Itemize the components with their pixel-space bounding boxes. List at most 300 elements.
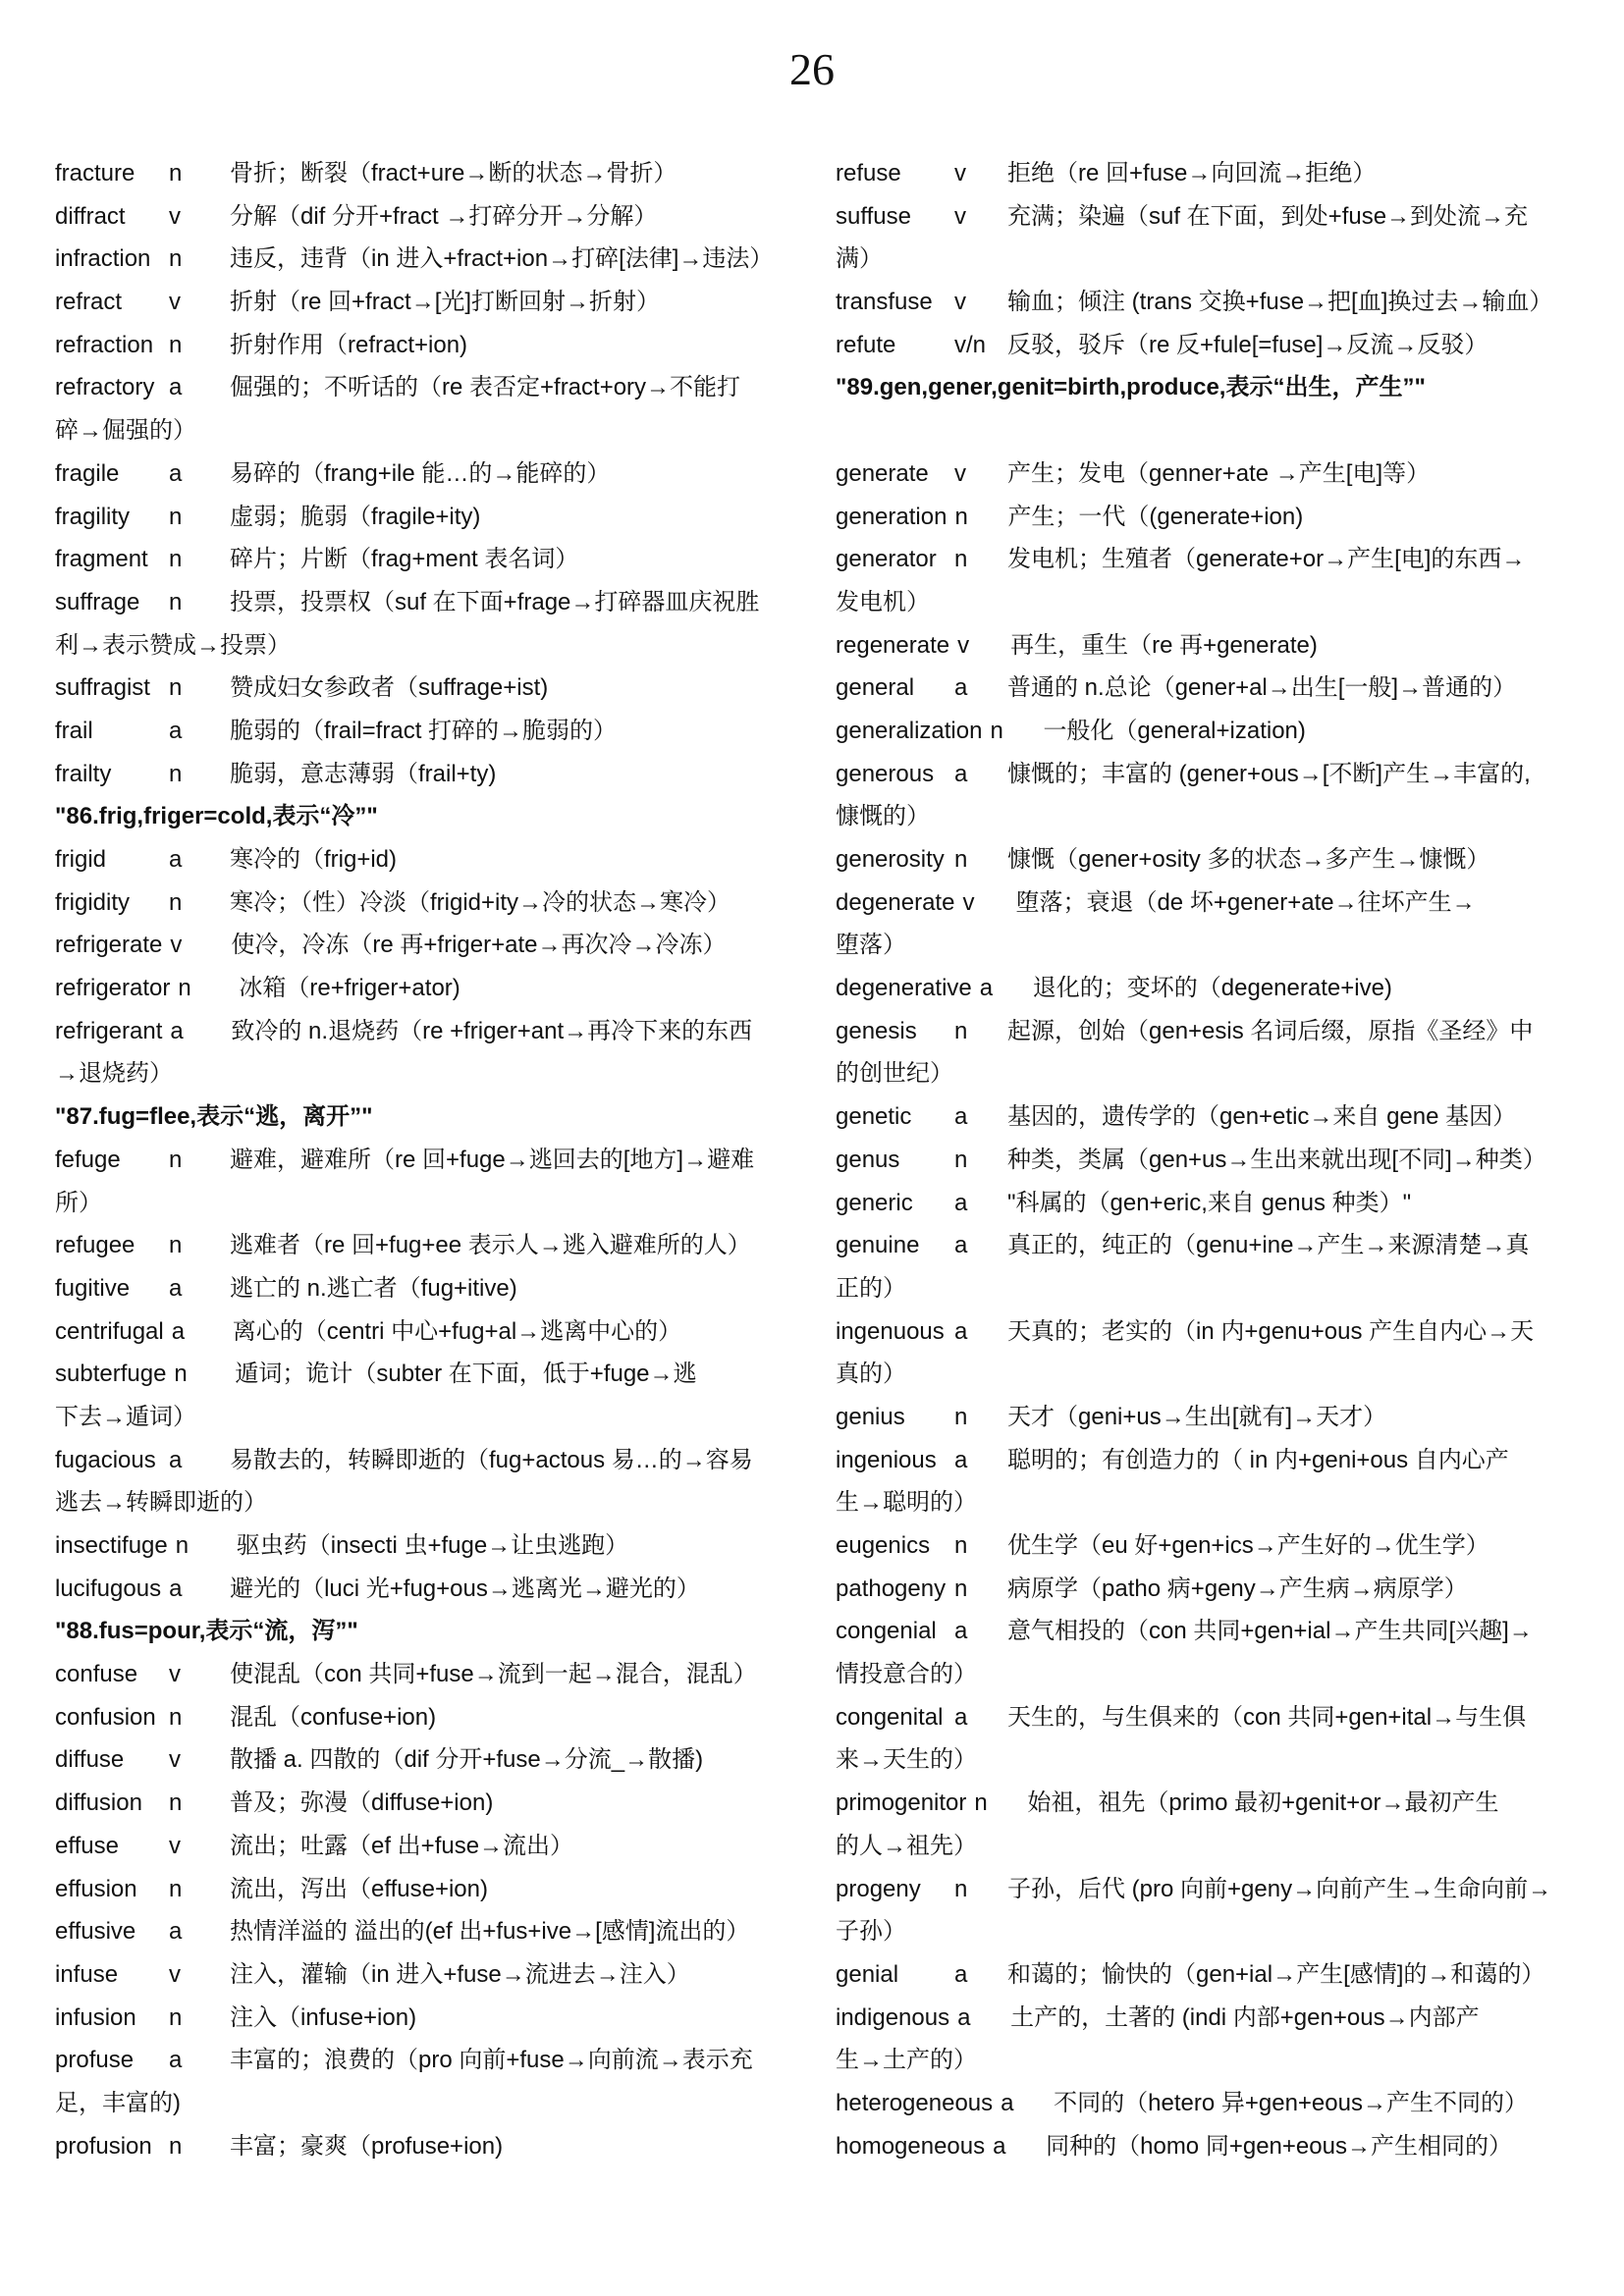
entry-continuation: 的创世纪） xyxy=(836,1060,953,1088)
entry-definition: 聪明的；有创造力的（ in 内+geni+ous 自内心产 xyxy=(1007,1446,1509,1473)
entry-part-of-speech: a xyxy=(957,2003,971,2031)
vocab-entry xyxy=(836,453,1582,496)
entry-definition: 同种的（homo 同+gen+eous→产生相同的） xyxy=(1046,2132,1512,2160)
vocab-entry xyxy=(55,1953,801,1997)
entry-part-of-speech: n xyxy=(954,503,968,530)
entry-definition: 逃难者（re 回+fug+ee 表示人→逃入避难所的人） xyxy=(230,1232,751,1259)
left-column xyxy=(55,152,801,2167)
entry-definition: 避光的（luci 光+fug+ous→逃离光→避光的） xyxy=(230,1575,700,1602)
entry-word: heterogeneous xyxy=(836,2089,994,2116)
entry-definition: 流出，泻出（effuse+ion) xyxy=(230,1875,488,1902)
entry-word: infuse xyxy=(55,1960,119,1988)
entry-definition: 投票，投票权（suf 在下面+frage→打碎器皿庆祝胜 xyxy=(230,588,760,615)
entry-definition: 流出；吐露（ef 出+fuse→流出） xyxy=(230,1832,574,1859)
vocab-entry xyxy=(55,1868,801,1911)
entry-part-of-speech: a xyxy=(169,459,183,487)
entry-part-of-speech: a xyxy=(169,374,183,401)
vocab-entry xyxy=(836,496,1582,539)
entry-word: frail xyxy=(55,717,93,744)
entry-continuation: 碎→倔强的） xyxy=(55,417,196,445)
entry-word: degenerative xyxy=(836,975,972,1002)
entry-part-of-speech: n xyxy=(954,846,968,873)
entry-word: generation xyxy=(836,503,947,530)
entry-part-of-speech: n xyxy=(169,1703,183,1731)
entry-definition: 丰富；豪爽（profuse+ion) xyxy=(230,2132,504,2160)
entry-part-of-speech: n xyxy=(169,546,183,573)
vocab-entry xyxy=(836,1139,1582,1182)
entry-part-of-speech: a xyxy=(954,1960,968,1988)
entry-definition: 慷慨的；丰富的 (gener+ous→[不断]产生→丰富的, xyxy=(1007,760,1531,787)
entry-part-of-speech: a xyxy=(169,1446,183,1473)
vocab-entry xyxy=(55,538,801,581)
entry-definition: 注入，灌输（in 进入+fuse→流进去→注入） xyxy=(230,1960,690,1988)
vocab-entry xyxy=(55,324,801,367)
entry-definition: 慷慨（gener+osity 多的状态→多产生→慷慨） xyxy=(1007,846,1490,873)
entry-definition: 寒冷；（性）冷淡（frigid+ity→冷的状态→寒冷） xyxy=(230,888,731,916)
entry-continuation: 子孙） xyxy=(836,1918,906,1946)
entry-part-of-speech: n xyxy=(169,331,183,358)
entry-continuation: 满） xyxy=(836,245,883,273)
vocab-entry xyxy=(836,1182,1582,1225)
entry-part-of-speech: a xyxy=(169,1918,183,1946)
entry-definition: 混乱（confuse+ion) xyxy=(230,1703,437,1731)
entry-part-of-speech: v/n xyxy=(954,331,987,358)
entry-part-of-speech: v xyxy=(169,1661,181,1688)
entry-definition: 一般化（general+ization) xyxy=(1043,717,1306,744)
vocab-entry xyxy=(836,1095,1582,1139)
entry-definition: 致冷的 n.退烧药（re +friger+ant→再冷下来的东西 xyxy=(231,1017,753,1044)
vocab-entry xyxy=(836,2125,1582,2168)
entry-part-of-speech: n xyxy=(169,503,183,530)
entry-part-of-speech: a xyxy=(170,1017,184,1044)
entry-part-of-speech: v xyxy=(169,1832,181,1859)
entry-part-of-speech: a xyxy=(979,975,994,1002)
entry-part-of-speech: n xyxy=(954,546,968,573)
vocab-entry xyxy=(836,538,1582,581)
entry-definition: 驱虫药（insecti 虫+fuge→让虫逃跑） xyxy=(236,1532,629,1559)
entry-definition: 真正的，纯正的（genu+ine→产生→来源清楚→真 xyxy=(1007,1232,1530,1259)
entry-definition: 虚弱；脆弱（fragile+ity) xyxy=(230,503,481,530)
vocab-entry xyxy=(836,838,1582,881)
entry-word: effusion xyxy=(55,1875,137,1902)
entry-word: subterfuge xyxy=(55,1361,167,1388)
entry-part-of-speech: n xyxy=(169,245,183,273)
entry-continuation: 生→土产的） xyxy=(836,2047,977,2074)
entry-word: suffrage xyxy=(55,588,140,615)
vocab-entry xyxy=(836,1224,1582,1267)
section-header: "87.fug=flee,表示“逃，离开”" xyxy=(55,1103,373,1131)
entry-part-of-speech: v xyxy=(954,160,966,187)
entry-definition: 赞成妇女参政者（suffrage+ist) xyxy=(230,674,549,702)
entry-word: frailty xyxy=(55,760,112,787)
entry-part-of-speech: n xyxy=(169,1789,183,1817)
entry-part-of-speech: v xyxy=(169,202,181,230)
entry-word: infusion xyxy=(55,2003,136,2031)
vocab-entry xyxy=(836,1610,1582,1653)
entry-part-of-speech: a xyxy=(169,2047,183,2074)
vocab-entry xyxy=(55,2125,801,2168)
vocab-entry xyxy=(836,281,1582,324)
vocab-entry xyxy=(836,1524,1582,1568)
entry-part-of-speech: n xyxy=(954,1875,968,1902)
entry-word: generosity xyxy=(836,846,945,873)
entry-word: suffuse xyxy=(836,202,911,230)
vocab-entry xyxy=(836,1953,1582,1997)
entry-word: confuse xyxy=(55,1661,138,1688)
entry-definition: 拒绝（re 回+fuse→向回流→拒绝） xyxy=(1007,160,1377,187)
entry-part-of-speech: a xyxy=(169,1575,183,1602)
vocab-entry xyxy=(55,1139,801,1182)
vocab-entry xyxy=(55,1310,801,1354)
entry-definition: 不同的（hetero 异+gen+eous→产生不同的） xyxy=(1054,2089,1528,2116)
entry-continuation: 足，丰富的) xyxy=(55,2089,181,2116)
entry-part-of-speech: n xyxy=(954,1575,968,1602)
vocab-entry xyxy=(55,710,801,753)
entry-part-of-speech: a xyxy=(954,1317,968,1345)
vocab-entry xyxy=(55,1910,801,1953)
entry-definition: 折射（re 回+fract→[光]打断回射→折射） xyxy=(230,289,661,316)
entry-word: fugitive xyxy=(55,1274,131,1302)
entry-word: regenerate xyxy=(836,631,950,659)
entry-definition: 堕落；衰退（de 坏+gener+ate→往坏产生→ xyxy=(1015,888,1476,916)
entry-word: refraction xyxy=(55,331,154,358)
vocab-entry xyxy=(55,1353,801,1396)
entry-word: refute xyxy=(836,331,896,358)
entry-definition: 普通的 n.总论（gener+al→出生[一般]→普通的） xyxy=(1007,674,1517,702)
vocab-entry xyxy=(55,924,801,967)
entry-word: diffract xyxy=(55,202,126,230)
entry-part-of-speech: n xyxy=(175,1532,189,1559)
entry-part-of-speech: a xyxy=(954,1232,968,1259)
entry-definition: "科属的（gen+eric,来自 genus 种类）" xyxy=(1007,1189,1412,1216)
entry-word: eugenics xyxy=(836,1532,931,1559)
entry-continuation: 堕落） xyxy=(836,932,906,959)
entry-continuation: 来→天生的） xyxy=(836,1746,977,1774)
entry-part-of-speech: a xyxy=(169,1274,183,1302)
entry-definition: 脆弱，意志薄弱（frail+ty) xyxy=(230,760,497,787)
entry-continuation: 下去→遁词） xyxy=(55,1403,196,1430)
vocab-entry xyxy=(836,1868,1582,1911)
entry-word: generalization xyxy=(836,717,983,744)
entry-part-of-speech: v xyxy=(170,932,183,959)
page-number: 26 xyxy=(789,44,835,94)
entry-word: lucifugous xyxy=(55,1575,162,1602)
section-header: "89.gen,gener,genit=birth,produce,表示“出生，产生”" xyxy=(836,374,1426,401)
entry-definition: 散播 a. 四散的（dif 分开+fuse→分流_→散播) xyxy=(230,1746,704,1774)
vocab-entry xyxy=(55,1224,801,1267)
entry-definition: 产生；发电（genner+ate →产生[电]等） xyxy=(1007,459,1431,487)
entry-word: profusion xyxy=(55,2132,152,2160)
entry-word: effuse xyxy=(55,1832,119,1859)
entry-part-of-speech: n xyxy=(954,1403,968,1430)
entry-definition: 天生的，与生俱来的（con 共同+gen+ital→与生俱 xyxy=(1007,1703,1527,1731)
vocab-entry xyxy=(55,1653,801,1696)
entry-definition: 输血；倾注 (trans 交换+fuse→把[血]换过去→输血） xyxy=(1007,289,1553,316)
entry-continuation: 所） xyxy=(55,1189,102,1216)
entry-part-of-speech: a xyxy=(169,717,183,744)
vocab-entry xyxy=(55,2039,801,2082)
entry-part-of-speech: n xyxy=(954,1017,968,1044)
entry-part-of-speech: a xyxy=(954,674,968,702)
entry-definition: 土产的，土著的 (indi 内部+gen+ous→内部产 xyxy=(1010,2003,1480,2031)
entry-word: profuse xyxy=(55,2047,135,2074)
entry-word: degenerate xyxy=(836,888,955,916)
entry-definition: 使混乱（con 共同+fuse→流到一起→混合，混乱） xyxy=(230,1661,757,1688)
vocab-entry xyxy=(836,152,1582,195)
entry-definition: 产生；一代（(generate+ion) xyxy=(1007,503,1304,530)
vocab-entry xyxy=(55,496,801,539)
entry-word: indigenous xyxy=(836,2003,950,2031)
entry-word: congenial xyxy=(836,1618,937,1645)
vocab-entry xyxy=(836,881,1582,925)
vocab-entry xyxy=(836,1439,1582,1482)
vocab-entry xyxy=(836,1396,1582,1439)
entry-part-of-speech: a xyxy=(169,846,183,873)
vocab-entry xyxy=(836,667,1582,710)
vocab-entry xyxy=(55,195,801,239)
entry-part-of-speech: n xyxy=(954,1532,968,1559)
entry-definition: 易散去的，转瞬即逝的（fug+actous 易…的→容易 xyxy=(230,1446,753,1473)
entry-definition: 逃亡的 n.逃亡者（fug+itive) xyxy=(230,1274,517,1302)
vocab-entry xyxy=(836,1997,1582,2040)
entry-continuation: 真的） xyxy=(836,1361,906,1388)
entry-word: insectifuge xyxy=(55,1532,168,1559)
entry-part-of-speech: v xyxy=(957,631,970,659)
entry-word: homogeneous xyxy=(836,2132,986,2160)
entry-definition: 再生，重生（re 再+generate) xyxy=(1010,631,1318,659)
entry-part-of-speech: n xyxy=(974,1789,988,1817)
entry-part-of-speech: a xyxy=(954,1618,968,1645)
entry-part-of-speech: n xyxy=(169,674,183,702)
entry-part-of-speech: a xyxy=(993,2132,1006,2160)
entry-word: fefuge xyxy=(55,1146,121,1173)
entry-word: refugee xyxy=(55,1232,135,1259)
vocab-entry xyxy=(836,2082,1582,2125)
entry-word: fragile xyxy=(55,459,120,487)
entry-continuation: 情投意合的） xyxy=(836,1661,977,1688)
entry-part-of-speech: n xyxy=(169,760,183,787)
entry-word: refrigerator xyxy=(55,975,171,1002)
entry-definition: 退化的；变坏的（degenerate+ive) xyxy=(1032,975,1392,1002)
entry-word: ingenuous xyxy=(836,1317,945,1345)
entry-part-of-speech: n xyxy=(169,888,183,916)
vocab-entry xyxy=(55,366,801,409)
entry-definition: 优生学（eu 好+gen+ics→产生好的→优生学） xyxy=(1007,1532,1489,1559)
entry-part-of-speech: n xyxy=(174,1361,188,1388)
entry-part-of-speech: a xyxy=(954,1703,968,1731)
vocab-entry xyxy=(836,710,1582,753)
entry-continuation: 正的） xyxy=(836,1274,906,1302)
vocab-entry xyxy=(55,1738,801,1782)
vocab-entry xyxy=(836,1782,1582,1825)
entry-part-of-speech: a xyxy=(1001,2089,1014,2116)
entry-word: general xyxy=(836,674,915,702)
entry-definition: 意气相投的（con 共同+gen+ial→产生共同[兴趣]→ xyxy=(1007,1618,1533,1645)
entry-part-of-speech: a xyxy=(954,1446,968,1473)
entry-continuation: 利→表示赞成→投票） xyxy=(55,631,291,659)
entry-definition: 违反，违背（in 进入+fract+ion→打碎[法律]→违法） xyxy=(230,245,774,273)
entry-definition: 和蔼的；愉快的（gen+ial→产生[感情]的→和蔼的） xyxy=(1007,1960,1545,1988)
entry-word: refuse xyxy=(836,160,901,187)
vocab-entry xyxy=(55,581,801,624)
vocab-entry xyxy=(55,281,801,324)
entry-part-of-speech: n xyxy=(954,1146,968,1173)
entry-word: genetic xyxy=(836,1103,912,1131)
entry-word: confusion xyxy=(55,1703,156,1731)
vocab-entry xyxy=(55,1568,801,1611)
entry-word: suffragist xyxy=(55,674,150,702)
vocab-entry xyxy=(55,881,801,925)
entry-word: genuine xyxy=(836,1232,920,1259)
vocab-entry xyxy=(55,1825,801,1868)
vocab-entry xyxy=(55,753,801,796)
vocab-entry xyxy=(55,1267,801,1310)
entry-part-of-speech: v xyxy=(169,1960,181,1988)
entry-part-of-speech: v xyxy=(962,888,975,916)
entry-continuation: 逃去→转瞬即逝的） xyxy=(55,1489,267,1517)
entry-word: genial xyxy=(836,1960,899,1988)
entry-definition: 碎片；片断（frag+ment 表名词） xyxy=(230,546,579,573)
vocab-entry xyxy=(55,152,801,195)
entry-definition: 发电机；生殖者（generate+or→产生[电]的东西→ xyxy=(1007,546,1526,573)
entry-part-of-speech: v xyxy=(954,459,966,487)
entry-word: pathogeny xyxy=(836,1575,947,1602)
entry-definition: 避难，避难所（re 回+fuge→逃回去的[地方]→避难 xyxy=(230,1146,755,1173)
entry-word: genesis xyxy=(836,1017,917,1044)
entry-part-of-speech: n xyxy=(178,975,191,1002)
entry-part-of-speech: v xyxy=(169,289,181,316)
entry-word: ingenious xyxy=(836,1446,937,1473)
entry-continuation: →退烧药） xyxy=(55,1060,173,1088)
vocab-entry xyxy=(836,195,1582,239)
entry-word: centrifugal xyxy=(55,1317,164,1345)
entry-continuation: 慷慨的） xyxy=(836,803,930,830)
entry-continuation: 发电机） xyxy=(836,588,930,615)
entry-definition: 遁词；诡计（subter 在下面，低于+fuge→逃 xyxy=(235,1361,697,1388)
entry-word: generic xyxy=(836,1189,913,1216)
entry-part-of-speech: v xyxy=(954,289,966,316)
entry-word: infraction xyxy=(55,245,151,273)
entry-word: frigid xyxy=(55,846,107,873)
entry-continuation: 生→聪明的） xyxy=(836,1489,977,1517)
entry-part-of-speech: a xyxy=(954,1189,968,1216)
entry-definition: 倔强的；不听话的（re 表否定+fract+ory→不能打 xyxy=(230,374,741,401)
entry-continuation: 的人→祖先） xyxy=(836,1832,977,1859)
entry-definition: 热情洋溢的 溢出的(ef 出+fus+ive→[感情]流出的） xyxy=(230,1918,750,1946)
entry-definition: 离心的（centri 中心+fug+al→逃离中心的） xyxy=(232,1317,682,1345)
vocab-entry xyxy=(55,838,801,881)
entry-word: diffuse xyxy=(55,1746,125,1774)
entry-part-of-speech: n xyxy=(169,160,183,187)
section-header: "88.fus=pour,表示“流，泻”" xyxy=(55,1618,358,1645)
entry-word: generate xyxy=(836,459,929,487)
entry-definition: 天真的；老实的（in 内+genu+ous 产生自内心→天 xyxy=(1007,1317,1535,1345)
vocab-entry xyxy=(55,453,801,496)
entry-definition: 反驳，驳斥（re 反+fule[=fuse]→反流→反驳） xyxy=(1007,331,1489,358)
vocab-entry xyxy=(55,238,801,281)
entry-definition: 子孙，后代 (pro 向前+geny→向前产生→生命向前→ xyxy=(1007,1875,1552,1902)
entry-word: refract xyxy=(55,289,123,316)
entry-part-of-speech: n xyxy=(169,2003,183,2031)
entry-word: progeny xyxy=(836,1875,921,1902)
entry-definition: 冰箱（re+friger+ator) xyxy=(239,975,460,1002)
vocab-entry xyxy=(836,624,1582,667)
entry-definition: 起源，创始（gen+esis 名词后缀，原指《圣经》中 xyxy=(1007,1017,1534,1044)
entry-definition: 丰富的；浪费的（pro 向前+fuse→向前流→表示充 xyxy=(230,2047,753,2074)
entry-word: generator xyxy=(836,546,937,573)
entry-part-of-speech: a xyxy=(954,760,968,787)
vocab-entry xyxy=(836,1310,1582,1354)
entry-word: frigidity xyxy=(55,888,131,916)
entry-part-of-speech: a xyxy=(171,1317,186,1345)
entry-part-of-speech: n xyxy=(169,1232,183,1259)
entry-definition: 种类，类属（gen+us→生出来就出现[不同]→种类） xyxy=(1007,1146,1546,1173)
entry-word: congenital xyxy=(836,1703,944,1731)
vocab-entry xyxy=(55,1997,801,2040)
entry-word: generous xyxy=(836,760,935,787)
entry-definition: 充满；染遍（suf 在下面，到处+fuse→到处流→充 xyxy=(1007,202,1529,230)
entry-part-of-speech: v xyxy=(169,1746,181,1774)
entry-definition: 基因的，遗传学的（gen+etic→来自 gene 基因） xyxy=(1007,1103,1517,1131)
vocab-entry xyxy=(55,1524,801,1568)
entry-part-of-speech: a xyxy=(954,1103,968,1131)
entry-part-of-speech: n xyxy=(169,1146,183,1173)
entry-part-of-speech: n xyxy=(169,2132,183,2160)
entry-definition: 骨折；断裂（fract+ure→断的状态→骨折） xyxy=(230,160,677,187)
entry-definition: 脆弱的（frail=fract 打碎的→脆弱的） xyxy=(230,717,618,744)
entry-definition: 使冷，冷冻（re 再+friger+ate→再次冷→冷冻） xyxy=(231,932,727,959)
vocab-entry xyxy=(836,753,1582,796)
vocab-entry xyxy=(55,1782,801,1825)
entry-word: fragment xyxy=(55,546,148,573)
vocab-entry xyxy=(55,667,801,710)
entry-definition: 折射作用（refract+ion) xyxy=(230,331,468,358)
vocab-entry xyxy=(836,1568,1582,1611)
vocab-entry xyxy=(836,967,1582,1010)
entry-definition: 寒冷的（frig+id) xyxy=(230,846,398,873)
entry-word: genius xyxy=(836,1403,905,1430)
entry-part-of-speech: n xyxy=(169,1875,183,1902)
entry-part-of-speech: v xyxy=(954,202,966,230)
entry-definition: 易碎的（frang+ile 能…的→能碎的） xyxy=(230,459,611,487)
entry-word: primogenitor xyxy=(836,1789,967,1817)
section-header: "86.frig,friger=cold,表示“冷”" xyxy=(55,803,378,830)
entry-word: refractory xyxy=(55,374,155,401)
blank-line xyxy=(836,409,1582,453)
entry-definition: 普及；弥漫（diffuse+ion) xyxy=(230,1789,494,1817)
right-column xyxy=(836,152,1582,2167)
vocab-entry xyxy=(55,1696,801,1739)
entry-word: fugacious xyxy=(55,1446,156,1473)
vocab-entry xyxy=(55,1010,801,1053)
vocab-entry xyxy=(836,1696,1582,1739)
entry-word: fracture xyxy=(55,160,135,187)
vocab-entry xyxy=(836,324,1582,367)
entry-word: diffusion xyxy=(55,1789,142,1817)
entry-definition: 天才（geni+us→生出[就有]→天才） xyxy=(1007,1403,1387,1430)
entry-definition: 分解（dif 分开+fract →打碎分开→分解） xyxy=(230,202,658,230)
entry-part-of-speech: n xyxy=(169,588,183,615)
entry-definition: 注入（infuse+ion) xyxy=(230,2003,417,2031)
vocab-entry xyxy=(836,1010,1582,1053)
entry-definition: 病原学（patho 病+geny→产生病→病原学） xyxy=(1007,1575,1468,1602)
entry-word: refrigerant xyxy=(55,1017,163,1044)
entry-definition: 始祖，祖先（primo 最初+genit+or→最初产生 xyxy=(1027,1789,1499,1817)
entry-word: effusive xyxy=(55,1918,136,1946)
entry-part-of-speech: n xyxy=(990,717,1003,744)
vocab-entry xyxy=(55,1439,801,1482)
vocab-entry xyxy=(55,967,801,1010)
